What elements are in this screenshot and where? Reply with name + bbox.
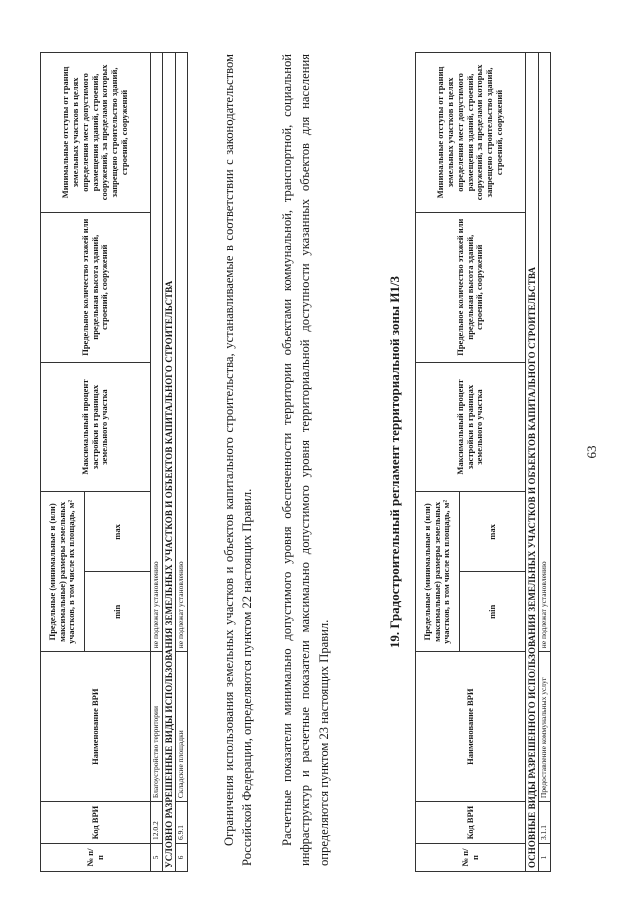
page-number: 63 [584,445,599,459]
header-floors: Предельное количество этажей или предельная высота зданий, строений, сооружений [41,212,151,362]
cell-name: Предоставление коммунальных услуг [539,652,551,802]
header-floors: Предельное количество этажей или предельная высота зданий, строений, сооружений [416,212,526,362]
paragraph-calculated-indicators: Расчетные показатели минимально допустимого уровня обеспеченности территории объектами коммунальной, транспортной, социальной инфраструктур и расчетные показатели максимально допустимого уровня территориальной доступности указанных объектов для населения определяются пунктом 23 настоящих Правил. [280,54,331,866]
section-conditional: УСЛОВНО РАЗРЕШЕННЫЕ ВИДЫ ИСПОЛЬЗОВАНИЯ ЗЕМЕЛЬНЫХ УЧАСТКОВ И ОБЪЕКТОВ КАПИТАЛЬНОГО СТРОИТЕЛЬСТВА [162,53,175,872]
regulation-table-1 [40,52,188,872]
cell-num: 5 [151,844,163,872]
table-row [539,53,551,872]
cell-code: 6.9.1 [175,802,187,844]
cell-value: не подлежат установлению [175,53,187,652]
cell-code: 3.1.1 [539,802,551,844]
cell-num: 1 [539,844,551,872]
regulation-table-2 [415,52,551,872]
header-percent: Максимальный процент застройки в границах земельного участка [416,362,526,492]
header-min: min [460,572,526,652]
header-max: max [460,492,526,572]
cell-value: не подлежат установлению [539,53,551,652]
table-row [151,53,163,872]
cell-name: Складские площадки [175,652,187,802]
cell-code: 12.0.2 [151,802,163,844]
header-area: Предельные (минимальные и (или) максимальные) размеры земельных участков, в том числе их площадь, м² [41,492,85,652]
header-area: Предельные (минимальные и (или) максимальные) размеры земельных участков, в том числе их площадь, м² [416,492,460,652]
section-main: ОСНОВНЫЕ ВИДЫ РАЗРЕШЕННОГО ИСПОЛЬЗОВАНИЯ ЗЕМЕЛЬНЫХ УЧАСТКОВ И ОБЪЕКТОВ КАПИТАЛЬНОГО СТРОИТЕЛЬСТВА [526,53,539,872]
section-heading: 19. Градостроительный регламент территориальной зоны И1/3 [387,275,402,649]
header-setback: Минимальные отступы от границ земельных участков в целях определения мест допустимого размещения зданий, строений, сооружений, за пределами которых запрещено строительство зданий, строений, сооружений [416,53,526,213]
header-setback: Минимальные отступы от границ земельных участков в целях определения мест допустимого размещения зданий, строений, сооружений, за пределами которых запрещено строительство зданий, строений, сооружений [41,53,151,213]
header-max: max [85,492,151,572]
header-min: min [85,572,151,652]
paragraph-restrictions: Ограничения использования земельных участков и объектов капитального строительства, устанавливаемые в соответствии с законодательством Российской Федерации, определяются пунктом 22 настоящих Правил. [222,54,255,866]
table-row [175,53,187,872]
header-num: № п/п [416,844,526,872]
header-name: Наименование ВРИ [41,652,151,802]
header-name: Наименование ВРИ [416,652,526,802]
cell-value: не подлежат установлению [151,53,163,652]
cell-name: Благоустройство территории [151,652,163,802]
cell-num: 6 [175,844,187,872]
header-num: № п/п [41,844,151,872]
header-code: Код ВРИ [41,802,151,844]
rotated-page-content [40,12,600,872]
header-code: Код ВРИ [416,802,526,844]
header-percent: Максимальный процент застройки в границах земельного участка [41,362,151,492]
